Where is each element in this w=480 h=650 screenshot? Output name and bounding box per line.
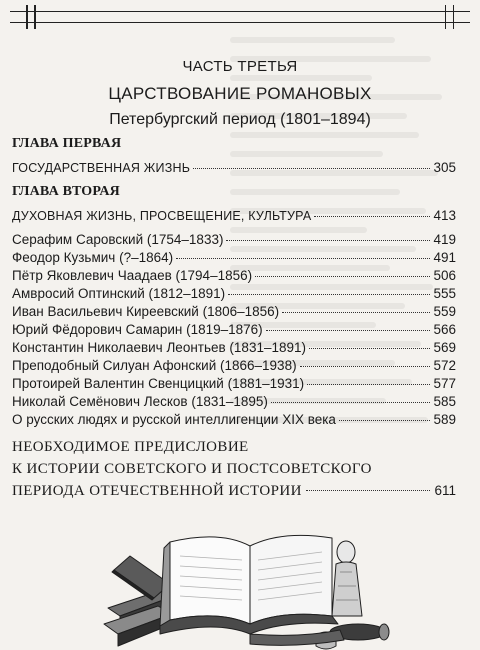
toc-entry-preface[interactable] (12, 436, 456, 502)
header-rule-tick (453, 5, 455, 29)
header-rule (10, 11, 470, 23)
toc-entry-page: 566 (433, 322, 456, 337)
preface-line: НЕОБХОДИМОЕ ПРЕДИСЛОВИЕ (12, 439, 249, 455)
header-rule-tick (34, 5, 36, 29)
dot-leader (339, 420, 431, 421)
toc-entry[interactable] (12, 340, 456, 355)
dot-leader (309, 348, 430, 349)
toc-entry[interactable] (12, 322, 456, 337)
dot-leader (307, 384, 430, 385)
toc-entry-title: Иван Васильевич Киреевский (1806–1856) (12, 304, 280, 319)
toc-entry[interactable] (12, 268, 456, 283)
toc-entry-chapter-2[interactable] (12, 208, 456, 223)
toc-entry-title: Николай Семёнович Лесков (1831–1895) (12, 394, 268, 409)
preface-line: ПЕРИОДА ОТЕЧЕСТВЕННОЙ ИСТОРИИ (12, 483, 302, 499)
dot-leader (306, 490, 431, 491)
toc-entry[interactable] (12, 250, 456, 265)
toc-entry-page: 569 (433, 340, 456, 355)
toc-entry-page: 305 (433, 160, 456, 175)
toc-entry[interactable] (12, 232, 456, 247)
toc-entry-page: 491 (433, 250, 456, 265)
toc-entry-page: 506 (433, 268, 456, 283)
preface-line: К ИСТОРИИ СОВЕТСКОГО И ПОСТСОВЕТСКОГО (12, 461, 372, 477)
toc-entry[interactable] (12, 412, 456, 427)
header-rule-tick (445, 5, 447, 29)
toc-entry[interactable] (12, 394, 456, 409)
toc-entry[interactable] (12, 286, 456, 301)
toc-entry-page: 577 (433, 376, 456, 391)
period-title: Петербургский период (1801–1894) (109, 111, 371, 128)
toc-entry-title: Серафим Саровский (1754–1833) (12, 232, 224, 247)
dot-leader (282, 312, 430, 313)
dot-leader (300, 366, 431, 367)
toc-entry-title: Амвросий Оптинский (1812–1891) (12, 286, 226, 301)
preface-last-line (12, 480, 456, 502)
toc-entry-title: Юрий Фёдорович Самарин (1819–1876) (12, 322, 263, 337)
toc-entry-title: О русских людях и русской интеллигенции XIX века (12, 412, 336, 427)
toc-entry-page: 413 (433, 208, 456, 223)
toc-entry-title: ДУХОВНАЯ ЖИЗНЬ, ПРОСВЕЩЕНИЕ, КУЛЬТУРА (12, 209, 312, 223)
toc-entry-title: Пётр Яковлевич Чаадаев (1794–1856) (12, 268, 253, 283)
part-title: ЧАСТЬ ТРЕТЬЯ (182, 58, 298, 75)
toc-entry[interactable] (12, 304, 456, 319)
dot-leader (226, 240, 430, 241)
dot-leader (271, 402, 431, 403)
toc-entry-title: Константин Николаевич Леонтьев (1831–1891) (12, 340, 306, 355)
toc-entry-page: 589 (433, 412, 456, 427)
toc-entry-page: 419 (433, 232, 456, 247)
toc-entry[interactable] (12, 376, 456, 391)
toc-entry-title: Преподобный Силуан Афонский (1866–1938) (12, 358, 297, 373)
toc-entry-page: 572 (433, 358, 456, 373)
dynasty-title: ЦАРСТВОВАНИЕ РОМАНОВЫХ (108, 84, 372, 103)
chapter-1-label: ГЛАВА ПЕРВАЯ (12, 136, 122, 151)
toc-entry-page: 611 (434, 483, 456, 498)
dot-leader (176, 258, 430, 259)
dot-leader (266, 330, 431, 331)
toc-entry-chapter-1[interactable] (12, 160, 456, 175)
dot-leader (193, 168, 430, 169)
dot-leader (228, 294, 430, 295)
dot-leader (314, 216, 430, 217)
header-rule-tick (26, 5, 28, 29)
chapter-2-label: ГЛАВА ВТОРАЯ (12, 184, 120, 199)
toc-entry-page: 585 (433, 394, 456, 409)
toc-entry-title: Феодор Кузьмич (?–1864) (12, 250, 174, 265)
toc-entry-page: 555 (433, 286, 456, 301)
toc-entry-title: Протоирей Валентин Свенцицкий (1881–1931) (12, 376, 305, 391)
toc-entry-page: 559 (433, 304, 456, 319)
dot-leader (255, 276, 430, 277)
toc-entry[interactable] (12, 358, 456, 373)
toc-entry-title: ГОСУДАРСТВЕННАЯ ЖИЗНЬ (12, 161, 191, 175)
books-and-scroll-illustration (100, 512, 400, 650)
